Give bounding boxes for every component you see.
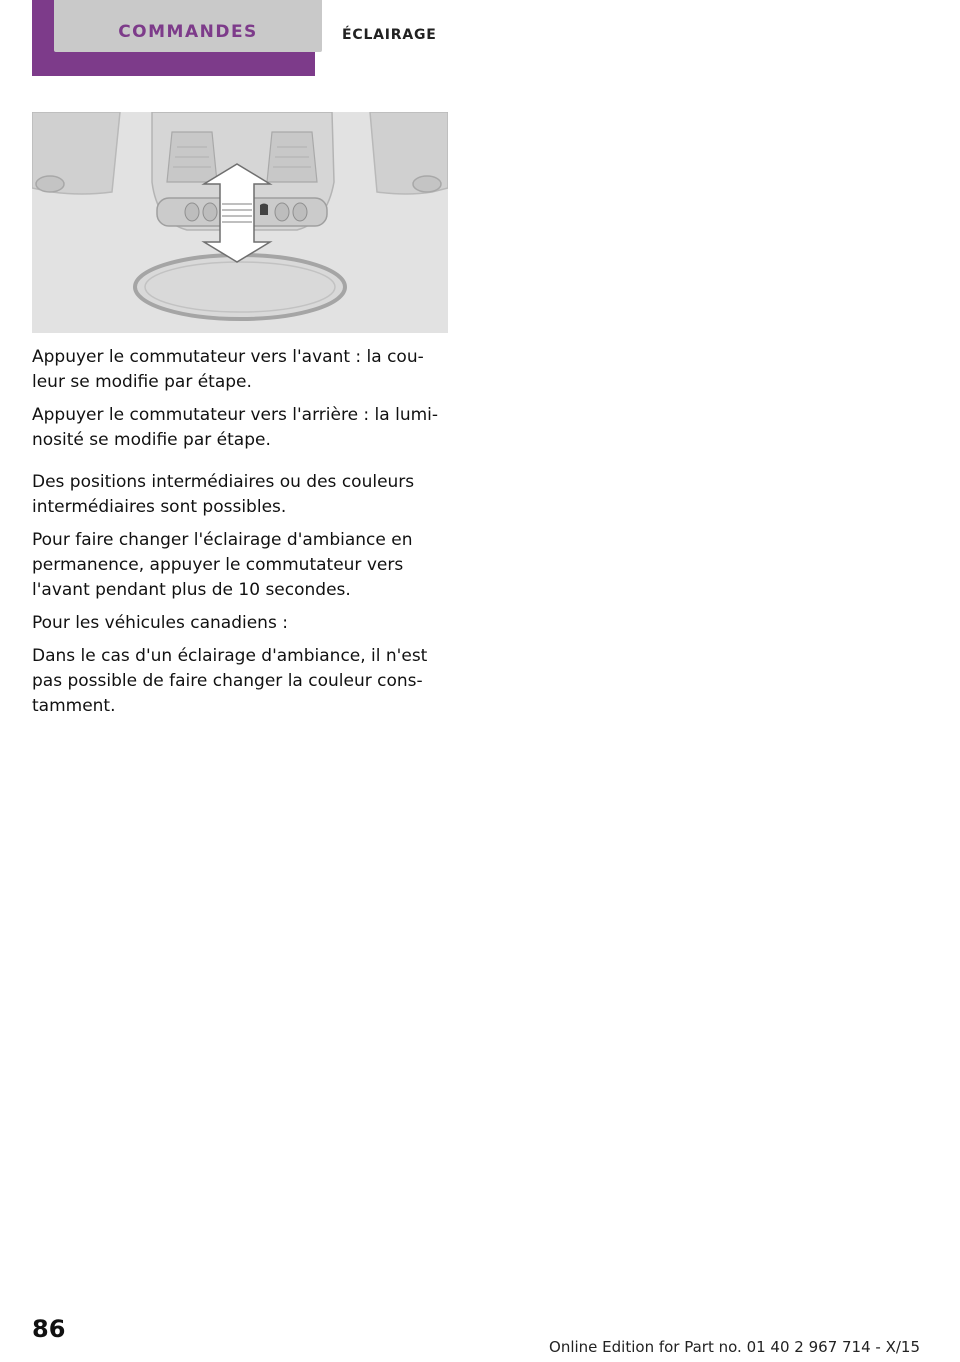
paragraph-permanent: Pour faire changer l'éclairage d'ambiance en permanence, appuyer le commutateur vers l'avant pendant plus de 10 secondes. bbox=[32, 530, 413, 600]
section-title: ÉCLAIRAGE bbox=[342, 27, 437, 43]
paragraph-intermediate: Des positions intermédiaires ou des couleurs intermédiaires sont possibles. bbox=[32, 472, 415, 517]
paragraph-canada-note: Dans le cas d'un éclairage d'ambiance, il n'est pas possible de faire changer la couleur cons‐ tamment. bbox=[32, 646, 428, 716]
paragraph-backward: Appuyer le commutateur vers l'arrière : la lumi‐ nosité se modifie par étape. bbox=[32, 405, 439, 450]
roof-switch-drawing bbox=[32, 112, 448, 333]
paragraph-canada-heading: Pour les véhicules canadiens : bbox=[32, 613, 288, 633]
roof-switch-illustration bbox=[32, 112, 448, 333]
paragraph-forward: Appuyer le commutateur vers l'avant : la cou‐ leur se modifie par étape. bbox=[32, 347, 424, 392]
chapter-tab bbox=[32, 0, 315, 76]
page-number: 86 bbox=[32, 1315, 66, 1343]
chapter-tab-inner bbox=[54, 0, 322, 52]
instructions-group-1 bbox=[32, 345, 452, 461]
instructions-group-2 bbox=[32, 470, 452, 727]
chapter-title: COMMANDES bbox=[118, 22, 258, 42]
edition-note: Online Edition for Part no. 01 40 2 967 714 - X/15 bbox=[549, 1338, 920, 1356]
